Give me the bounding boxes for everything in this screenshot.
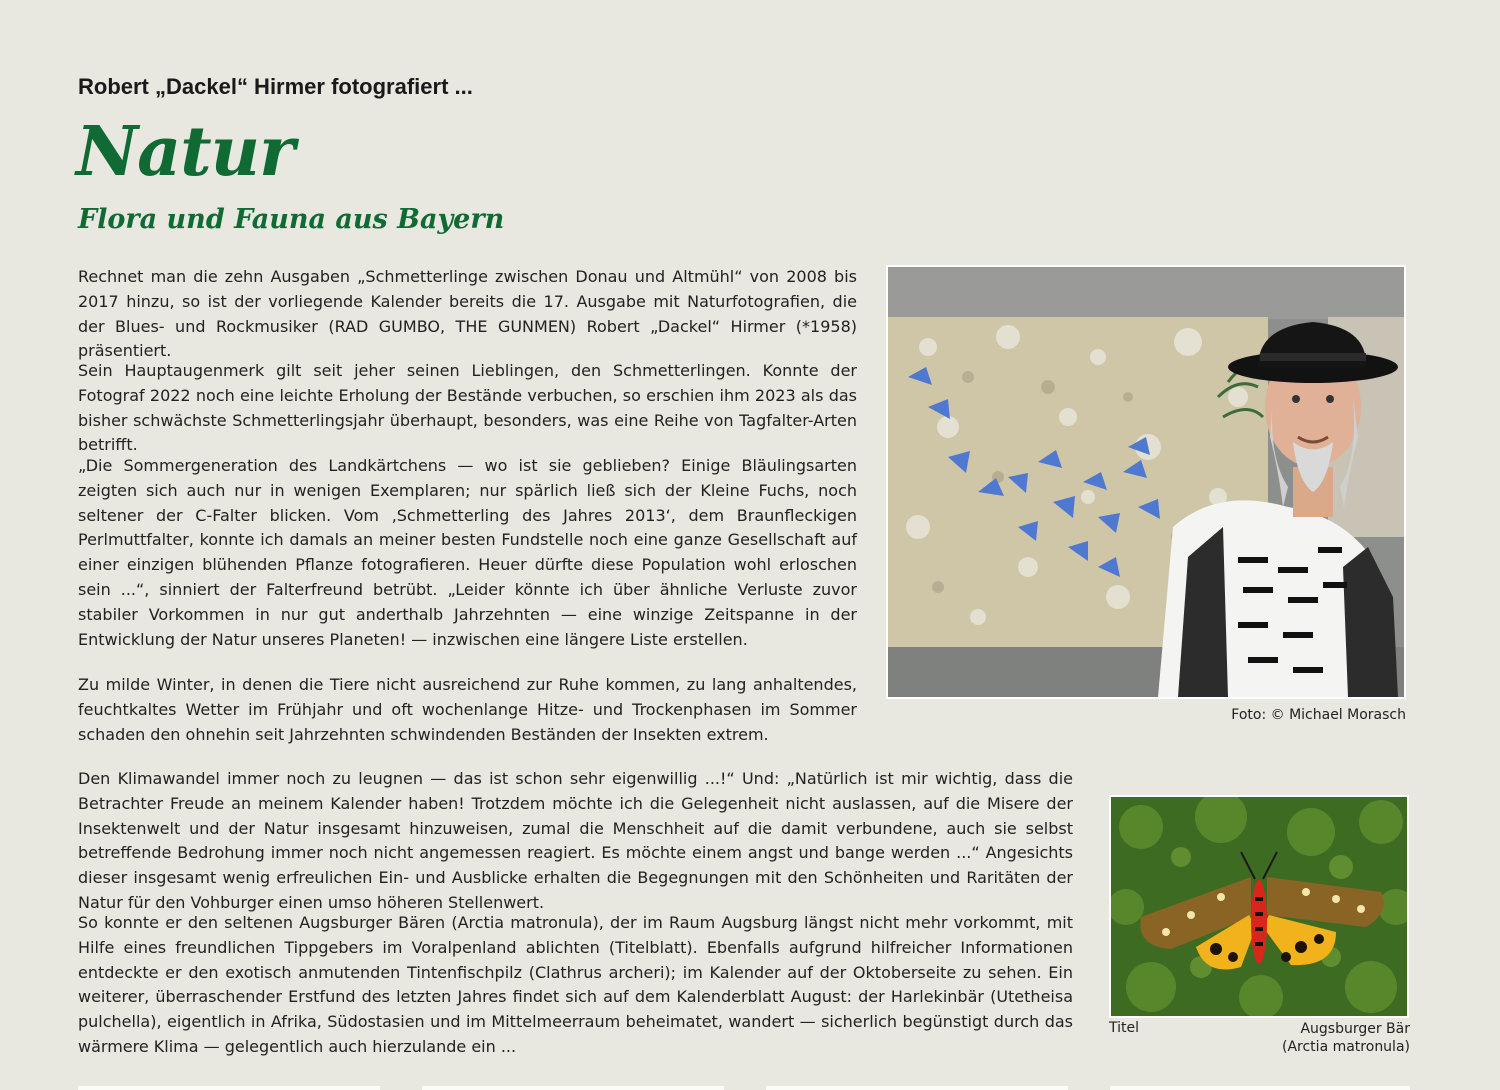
moth-caption-species	[1210, 1020, 1410, 1056]
moth-photo-image	[1111, 797, 1407, 1016]
bottom-strip-4	[1110, 1086, 1410, 1090]
paragraph-2: Sein Hauptaugenmerk gilt seit jeher seinen Lieblingen, den Schmetterlingen. Konnte der Fotograf 2022 noch eine leichte Erholung der Bestände verbuchen, so erschien ihm 2023 als das bisher schwächste Schmetterlingsjahr überhaupt, besonders, was eine Reihe von Tagfalter-Arten betrifft.	[78, 361, 857, 455]
moth-photo	[1109, 795, 1409, 1018]
paragraph-3: „Die Sommergeneration des Landkärtchens — wo ist sie geblieben? Einige Bläulingsarten zeigten sich auch nur in wenigen Exemplaren; nur spärlich ließ sich der Kleine Fuchs, noch seltener der C-Falter blicken. Vom ‚Schmetterling des Jahres 2013‘, dem Braunfleckigen Perlmuttfalter, konnte ich damals an meiner besten Fundstelle noch eine ganze Gesellschaft auf einer einzigen blühenden Pflanze fotografieren. Heuer dürfte diese Population wohl erloschen sein ...“, sinniert der Falterfreund betrübt. „Leider könnte ich über ähnliche Verluste zuvor stabiler Vorkommen in nur gut anderthalb Jahrzehnten — eine winzige Zeitspanne in der Entwicklung der Natur unseres Planeten! — inzwischen eine längere Liste erstellen.	[78, 456, 857, 649]
kicker: Robert „Dackel“ Hirmer fotografiert ...	[78, 74, 473, 99]
moth-caption-title: Titel	[1109, 1020, 1140, 1036]
paragraph-5: Den Klimawandel immer noch zu leugnen — das ist schon sehr eigenwillig ...!“ Und: „Natürlich ist mir wichtig, dass die Betrachter Freude an meinem Kalender haben! Trotzdem möchte ich die Gelegenheit nicht auslassen, auf die Misere der Insektenwelt und der Natur insgesamt hinzuweisen, zumal die Menschheit auf die damit verbundene, auch sie selbst betreffende Bedrohung immer noch nicht angemessen reagiert. Es möchte einem angst und bange werden ...“ Angesichts dieser insgesamt wenig erfreulichen Ein- und Ausblicke erhalten die Begegnungen mit den Schönheiten und Raritäten der Natur für den Vohburger einen umso höheren Stellenwert.	[78, 769, 1073, 912]
paragraph-4: Zu milde Winter, in denen die Tiere nicht ausreichend zur Ruhe kommen, zu lang anhaltendes, feuchtkaltes Wetter im Frühjahr und oft wochenlange Hitze- und Trockenphasen im Sommer schaden den ohnehin seit Jahrzehnten schwindenden Beständen der Insekten extrem.	[78, 675, 857, 744]
photographer-photo	[886, 265, 1406, 699]
photographer-photo-image	[888, 267, 1404, 697]
paragraph-1: Rechnet man die zehn Ausgaben „Schmetterlinge zwischen Donau und Altmühl“ von 2008 bis 2017 hinzu, so ist der vorliegende Kalender bereits die 17. Ausgabe mit Naturfotografien, die der Blues- und Rockmusiker (RAD GUMBO, THE GUNMEN) Robert „Dackel“ Hirmer (*1958) präsentiert.	[78, 267, 857, 361]
page-subtitle: Flora und Fauna aus Bayern	[78, 204, 505, 235]
bottom-strip-1	[78, 1086, 380, 1090]
bottom-strip-3	[766, 1086, 1068, 1090]
moth-caption-latin-name: (Arctia matronula)	[1282, 1039, 1410, 1055]
moth-caption-common-name: Augsburger Bär	[1300, 1021, 1410, 1037]
photo-credit: Foto: © Michael Morasch	[1231, 707, 1406, 723]
page-title: Natur	[76, 112, 294, 192]
paragraph-6: So konnte er den seltenen Augsburger Bären (Arctia matronula), der im Raum Augsburg längst nicht mehr vorkommt, mit Hilfe eines freundlichen Tippgebers im Voralpenland ablichten (Titelblatt). Ebenfalls aufgrund hilfreicher Informationen entdeckte er den exotisch anmutenden Tintenfischpilz (Clathrus archeri); im Kalender auf der Oktoberseite zu sehen. Ein weiterer, überraschender Erstfund des letzten Jahres findet sich auf dem Kalenderblatt August: der Harlekinbär (Utetheisa pulchella), eigentlich in Afrika, Südostasien und im Mittelmeerraum beheimatet, wandert — sicherlich begünstigt durch das wärmere Klima — gelegentlich auch hierzulande ein ...	[78, 913, 1073, 1056]
bottom-strip-2	[422, 1086, 724, 1090]
